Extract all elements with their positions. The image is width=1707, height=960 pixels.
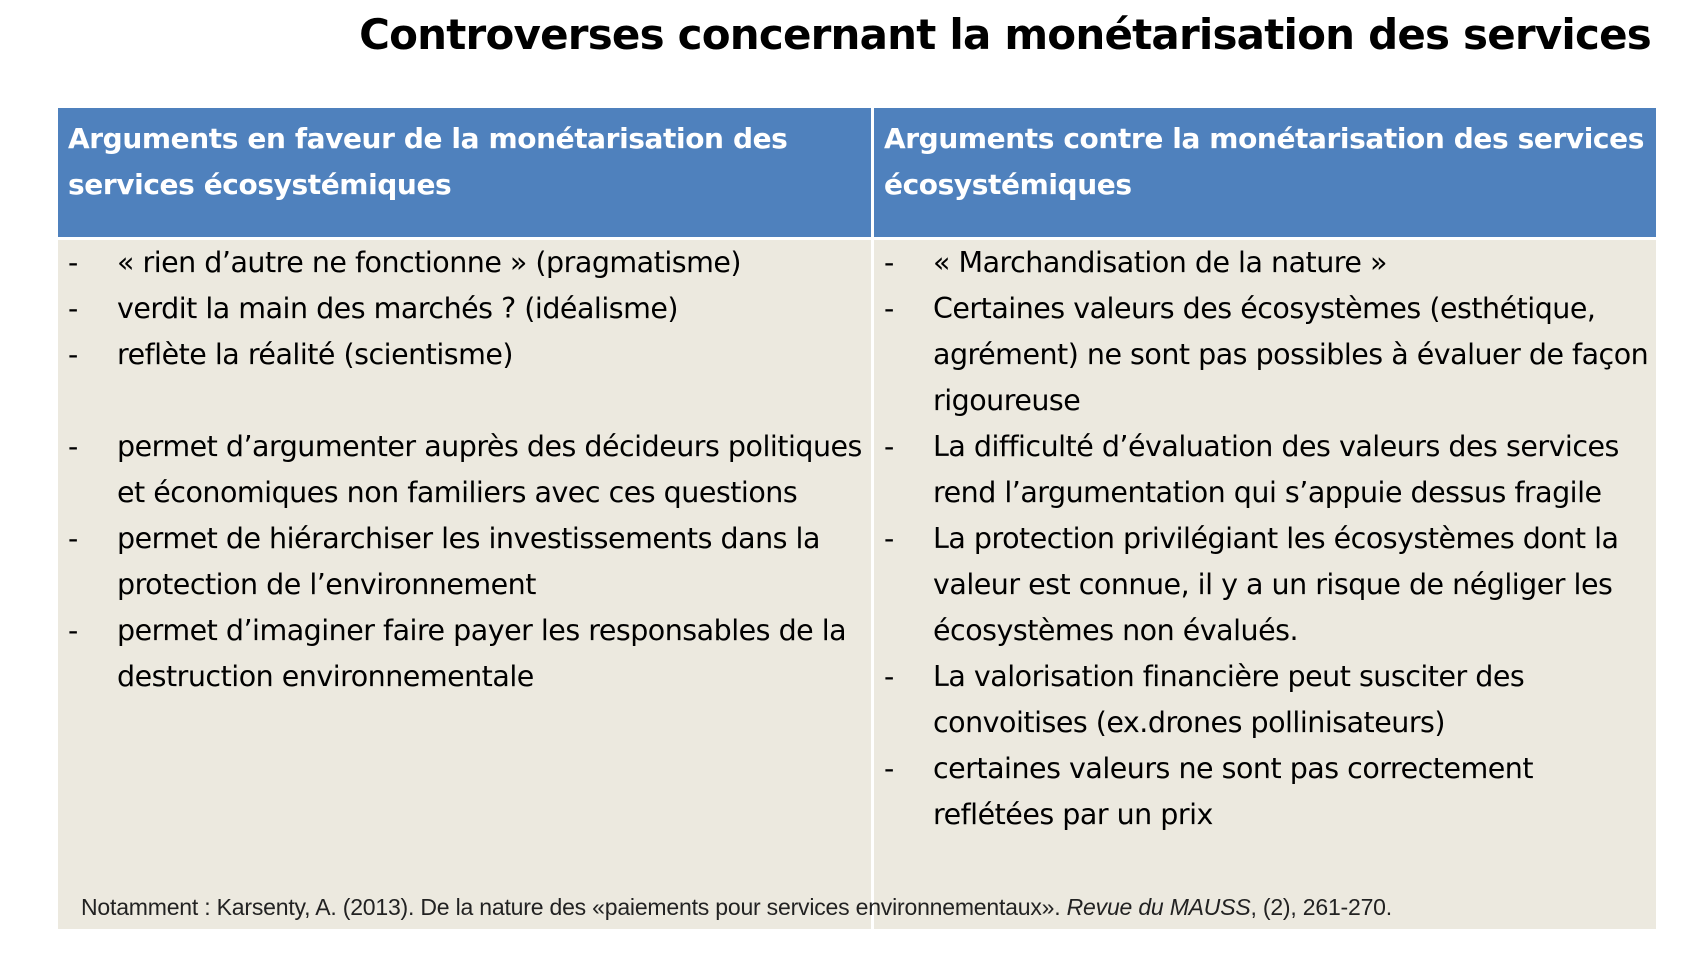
bullet-dash: - <box>68 338 78 371</box>
list-item <box>68 516 868 608</box>
column-divider <box>871 108 874 929</box>
bullet-dash: - <box>884 752 894 785</box>
bullet-dash: - <box>68 522 78 555</box>
list-item <box>884 746 1654 838</box>
list-item <box>68 424 868 516</box>
comparison-table <box>58 108 1656 929</box>
list-item-text: « rien d’autre ne fonctionne » (pragmatisme) <box>117 246 741 279</box>
citation-journal: Revue du MAUSS <box>1066 894 1251 920</box>
list-item-text: Certaines valeurs des écosystèmes (esthétique, agrément) ne sont pas possibles à évaluer de façon rigoureuse <box>933 292 1649 417</box>
slide-title: Controverses concernant la monétarisation des services <box>359 10 1651 59</box>
arguments-for-list <box>68 240 868 700</box>
list-item-text: La valorisation financière peut susciter des convoitises (ex.drones pollinisateurs) <box>933 660 1525 739</box>
bullet-dash: - <box>68 430 78 463</box>
table-header-row <box>58 108 1656 237</box>
list-item <box>68 332 868 378</box>
list-item-text: reflète la réalité (scientisme) <box>117 338 514 371</box>
list-item <box>68 286 868 332</box>
bullet-dash: - <box>884 292 894 325</box>
list-item-text: « Marchandisation de la nature » <box>933 246 1387 279</box>
bullet-dash: - <box>68 292 78 325</box>
list-item-text: La protection privilégiant les écosystèmes dont la valeur est connue, il y a un risque de négliger les écosystèmes non évalués. <box>933 522 1619 647</box>
citation-prefix: Notamment : Karsenty, A. (2013). De la nature des «paiements pour services environnementaux». <box>81 894 1067 920</box>
list-item-text: certaines valeurs ne sont pas correctement reflétées par un prix <box>933 752 1534 831</box>
bullet-dash: - <box>884 246 894 279</box>
bullet-dash: - <box>68 246 78 279</box>
list-item <box>884 424 1654 516</box>
list-item-text: verdit la main des marchés ? (idéalisme) <box>117 292 679 325</box>
list-item <box>884 654 1654 746</box>
list-item <box>68 608 868 700</box>
bullet-dash: - <box>884 522 894 555</box>
list-item <box>884 286 1654 424</box>
list-item-text: permet d’imaginer faire payer les responsables de la destruction environnementale <box>117 614 847 693</box>
bullet-dash: - <box>68 614 78 647</box>
bullet-dash: - <box>884 660 894 693</box>
header-arguments-for: Arguments en faveur de la monétarisation des services écosystémiques <box>68 122 788 201</box>
arguments-against-list <box>884 240 1654 838</box>
list-item-text: permet d’argumenter auprès des décideurs politiques et économiques non familiers avec ces questions <box>117 430 862 509</box>
list-item-text: La difficulté d’évaluation des valeurs des services rend l’argumentation qui s’appuie dessus fragile <box>933 430 1619 509</box>
bullet-dash: - <box>884 430 894 463</box>
list-item <box>68 240 868 286</box>
citation-footnote <box>81 894 1392 921</box>
list-item <box>884 516 1654 654</box>
header-arguments-against: Arguments contre la monétarisation des services écosystémiques <box>884 122 1644 201</box>
citation-suffix: , (2), 261-270. <box>1250 894 1392 920</box>
list-item-text: permet de hiérarchiser les investissements dans la protection de l’environnement <box>117 522 820 601</box>
list-item <box>884 240 1654 286</box>
